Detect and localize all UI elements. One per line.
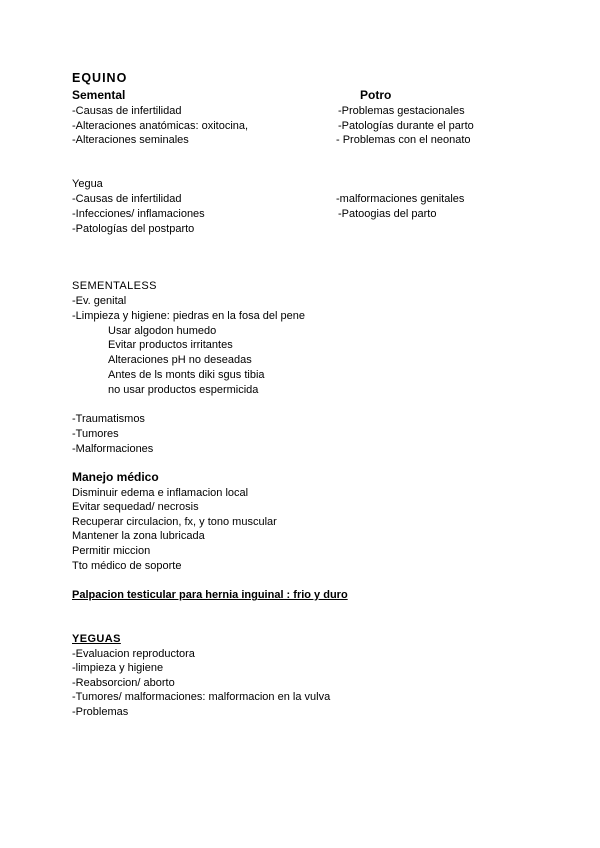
- other-item: -Malformaciones: [72, 443, 154, 455]
- semental-heading: Semental: [72, 88, 126, 102]
- potro-item: -Patologías durante el parto: [338, 120, 474, 132]
- sementales-heading: SEMENTALESS: [72, 280, 157, 292]
- other-item: -Tumores: [72, 428, 119, 440]
- palpacion-note: Palpacion testicular para hernia inguinal : frio y duro: [72, 589, 348, 601]
- potro-item: -Problemas gestacionales: [338, 105, 465, 117]
- yegua-heading: Yegua: [72, 178, 103, 190]
- manejo-item: Evitar sequedad/ necrosis: [72, 501, 199, 513]
- semental-item: -Alteraciones seminales: [72, 134, 189, 146]
- manejo-item: Disminuir edema e inflamacion local: [72, 487, 249, 499]
- limpieza-subitem: Evitar productos irritantes: [108, 339, 233, 351]
- manejo-item: Recuperar circulacion, fx, y tono muscular: [72, 516, 277, 528]
- yeguas-item: -Evaluacion reproductora: [72, 648, 195, 660]
- page-title: EQUINO: [72, 71, 128, 85]
- yegua-item: -Causas de infertilidad: [72, 193, 182, 205]
- manejo-item: Mantener la zona lubricada: [72, 530, 205, 542]
- yegua-item-right: -malformaciones genitales: [336, 193, 465, 205]
- yegua-item: -Infecciones/ inflamaciones: [72, 208, 205, 220]
- semental-item: -Alteraciones anatómicas: oxitocina,: [72, 120, 249, 132]
- semental-item: -Causas de infertilidad: [72, 105, 182, 117]
- limpieza-subitem: Antes de ls monts diki sgus tibia: [108, 369, 265, 381]
- manejo-item: Permitir miccion: [72, 545, 151, 557]
- yeguas-item: -Reabsorcion/ aborto: [72, 677, 175, 689]
- manejo-heading: Manejo médico: [72, 470, 159, 484]
- limpieza-subitem: Usar algodon humedo: [108, 325, 217, 337]
- sementales-item: -Limpieza y higiene: piedras en la fosa del pene: [72, 310, 305, 322]
- potro-item: - Problemas con el neonato: [336, 134, 471, 146]
- yegua-item: -Patologías del postparto: [72, 223, 195, 235]
- sementales-item: -Ev. genital: [72, 295, 127, 307]
- other-item: -Traumatismos: [72, 413, 145, 425]
- yeguas-item: -limpieza y higiene: [72, 662, 164, 674]
- limpieza-subitem: no usar productos espermicida: [108, 384, 259, 396]
- yeguas-item: -Tumores/ malformaciones: malformacion en la vulva: [72, 691, 331, 703]
- manejo-item: Tto médico de soporte: [72, 560, 182, 572]
- yeguas-item: -Problemas: [72, 706, 129, 718]
- yegua-item-right: -Patoogias del parto: [338, 208, 437, 220]
- yeguas-heading: YEGUAS: [72, 633, 121, 645]
- limpieza-subitem: Alteraciones pH no deseadas: [108, 354, 252, 366]
- potro-heading: Potro: [360, 88, 392, 102]
